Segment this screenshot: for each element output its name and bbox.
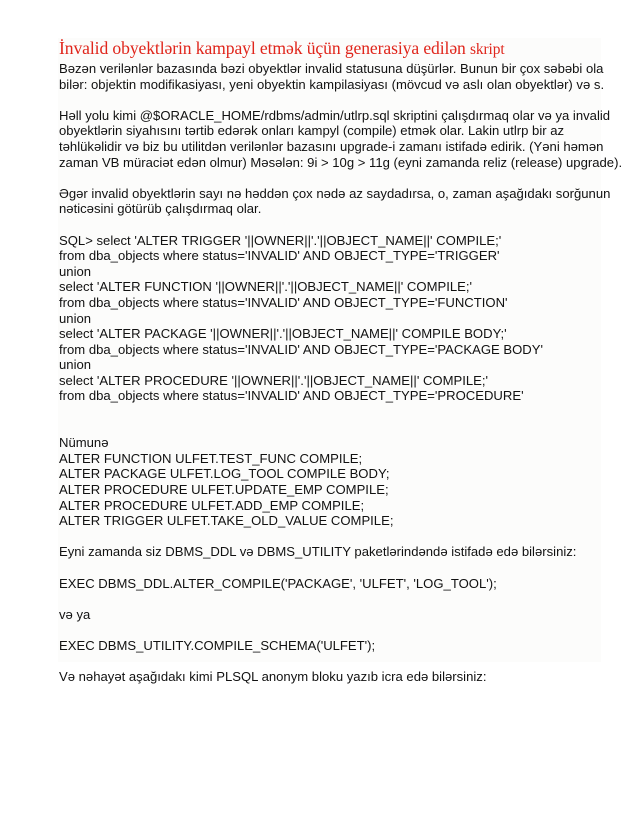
document-body (59, 38, 623, 685)
text-line: Əgər invalid obyektlərin sayı nə həddən çox nədə az saydadırsa, o, zaman aşağıdakı sorğunun (59, 185, 611, 201)
paragraph (59, 233, 619, 405)
paragraph (59, 638, 619, 654)
paragraph-gap (59, 92, 619, 108)
paragraph-gap (59, 654, 619, 670)
paragraph (59, 435, 619, 529)
text-line: ALTER PROCEDURE ULFET.ADD_EMP COMPILE; (59, 497, 365, 513)
text-line: select 'ALTER PROCEDURE '||OWNER||'.'||OBJECT_NAME||' COMPILE;' (59, 372, 489, 388)
text-line: SQL> select 'ALTER TRIGGER '||OWNER||'.'||OBJECT_NAME||' COMPILE;' (59, 232, 502, 248)
text-line: və ya (59, 606, 91, 622)
title-main: İnvalid obyektlərin kampayl etmək üçün generasiya edilən (59, 38, 466, 58)
paragraph-gap (59, 217, 619, 233)
paragraph-gap (59, 591, 619, 607)
paragraph (59, 669, 619, 685)
text-line: ALTER PROCEDURE ULFET.UPDATE_EMP COMPILE; (59, 482, 389, 498)
text-line: select 'ALTER FUNCTION '||OWNER||'.'||OBJECT_NAME||' COMPILE;' (59, 279, 473, 295)
paragraph-gap (59, 420, 619, 436)
text-line: from dba_objects where status='INVALID' AND OBJECT_TYPE='PROCEDURE' (59, 388, 524, 404)
text-line: Və nəhayət aşağıdakı kimi PLSQL anonym bloku yazıb icra edə bilərsiniz: (59, 669, 487, 685)
text-line: union (59, 310, 92, 326)
paragraph (59, 576, 619, 592)
text-line: təhlükəlidir və biz bu utilitdən verilənlər bazasını upgrade-i zamanı istifadə edirik. (Yəni həmən (59, 138, 604, 154)
text-line: Nümunə (59, 435, 109, 451)
text-line: nəticəsini götürüb çalışdırmaq olar. (59, 201, 262, 217)
text-line: EXEC DBMS_UTILITY.COMPILE_SCHEMA('ULFET'); (59, 637, 376, 653)
text-line: union (59, 357, 92, 373)
text-line: Həll yolu kimi @$ORACLE_HOME/rdbms/admin/utlrp.sql skriptini çalışdırmaq olar və ya invalid (59, 107, 611, 123)
paragraph (59, 544, 619, 560)
paragraph-gap (59, 560, 619, 576)
title-tail: skript (470, 41, 505, 58)
text-line: ALTER FUNCTION ULFET.TEST_FUNC COMPILE; (59, 450, 363, 466)
paragraph-gap (59, 622, 619, 638)
text-line: from dba_objects where status='INVALID' AND OBJECT_TYPE='TRIGGER' (59, 248, 500, 264)
paragraph (59, 107, 623, 170)
text-line: ALTER PACKAGE ULFET.LOG_TOOL COMPILE BODY; (59, 466, 390, 482)
text-line: from dba_objects where status='INVALID' AND OBJECT_TYPE='FUNCTION' (59, 294, 508, 310)
text-line: union (59, 263, 92, 279)
text-line: Bəzən verilənlər bazasında bəzi obyektlər invalid statusuna düşürlər. Bunun bir çox səbəbi ola (59, 61, 604, 76)
text-line: zaman VB müraciət edən olmur) Məsələn: 9i > 10g > 11g (eyni zamanda reliz (release) upgrade). (59, 154, 623, 170)
paragraph (59, 61, 619, 92)
text-line: EXEC DBMS_DDL.ALTER_COMPILE('PACKAGE', 'ULFET', 'LOG_TOOL'); (59, 575, 497, 591)
paragraph-gap (59, 404, 619, 420)
text-line: bilər: objektin modifikasiyası, yeni obyektin kampilasiyası (mövcud və aslı olan obyektlər) və s. (59, 76, 605, 92)
text-line: obyektlərin siyahısını tərtib edərək onları kampyl (compile) etmək olar. Lakin utlrp bir az (59, 123, 565, 139)
text-line: select 'ALTER PACKAGE '||OWNER||'.'||OBJECT_NAME||' COMPILE BODY;' (59, 326, 507, 342)
paragraph (59, 186, 619, 217)
document-title (59, 38, 619, 60)
text-line: Eyni zamanda siz DBMS_DDL və DBMS_UTILITY paketlərindəndə istifadə edə bilərsiniz: (59, 544, 577, 560)
paragraph-gap (59, 170, 619, 186)
paragraph-gap (59, 529, 619, 545)
text-line: ALTER TRIGGER ULFET.TAKE_OLD_VALUE COMPILE; (59, 513, 394, 529)
paragraph (59, 607, 619, 623)
text-line: from dba_objects where status='INVALID' AND OBJECT_TYPE='PACKAGE BODY' (59, 341, 543, 357)
